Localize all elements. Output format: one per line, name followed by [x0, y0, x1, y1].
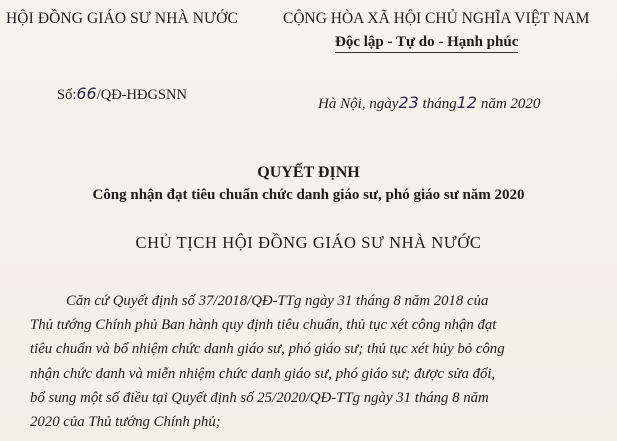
place-and-date — [318, 93, 540, 113]
document-subtitle: Công nhận đạt tiêu chuẩn chức danh giáo sư, phó giáo sư năm 2020 — [92, 187, 525, 203]
body-line: nhận chức danh và miễn nhiệm chức danh giáo sư, phó giáo sư; được sửa đổi, — [30, 365, 496, 382]
authority-heading: CHỦ TỊCH HỘI ĐỒNG GIÁO SƯ NHÀ NƯỚC — [135, 233, 482, 252]
body-line: Thủ tướng Chính phủ Ban hành quy định tiêu chuẩn, thủ tục xét công nhận đạt — [30, 317, 497, 334]
place-date-prefix: Hà Nội, ngày — [318, 96, 399, 112]
document-number — [57, 84, 187, 104]
national-motto: Độc lập - Tự do - Hạnh phúc — [335, 34, 518, 53]
body-line: tiêu chuẩn và bổ nhiệm chức danh giáo sư, phó giáo sư; thủ tục xét hủy bỏ công — [30, 341, 505, 358]
doc-number-prefix: Số: — [57, 87, 77, 103]
issuer-name: HỘI ĐỒNG GIÁO SƯ NHÀ NƯỚC — [6, 10, 238, 27]
country-name: CỘNG HÒA XÃ HỘI CHỦ NGHĨA VIỆT NAM — [283, 10, 590, 27]
date-month-handwritten: 12 — [456, 93, 478, 112]
doc-number-handwritten: 66 — [76, 84, 97, 103]
date-day-handwritten: 23 — [398, 93, 419, 112]
body-line: bổ sung một số điều tại Quyết định số 25/2020/QĐ-TTg ngày 31 tháng 8 năm — [30, 389, 489, 406]
document-body — [30, 289, 608, 434]
body-line: 2020 của Thủ tướng Chính phủ; — [30, 414, 221, 431]
body-line: Căn cứ Quyết định số 37/2018/QĐ-TTg ngày 31 tháng 8 năm 2018 của — [66, 293, 489, 309]
document-title: QUYẾT ĐỊNH — [257, 164, 360, 181]
doc-number-suffix: /QĐ-HĐGSNN — [96, 87, 187, 103]
month-label: tháng — [422, 96, 457, 112]
year-label: năm 2020 — [480, 96, 541, 112]
